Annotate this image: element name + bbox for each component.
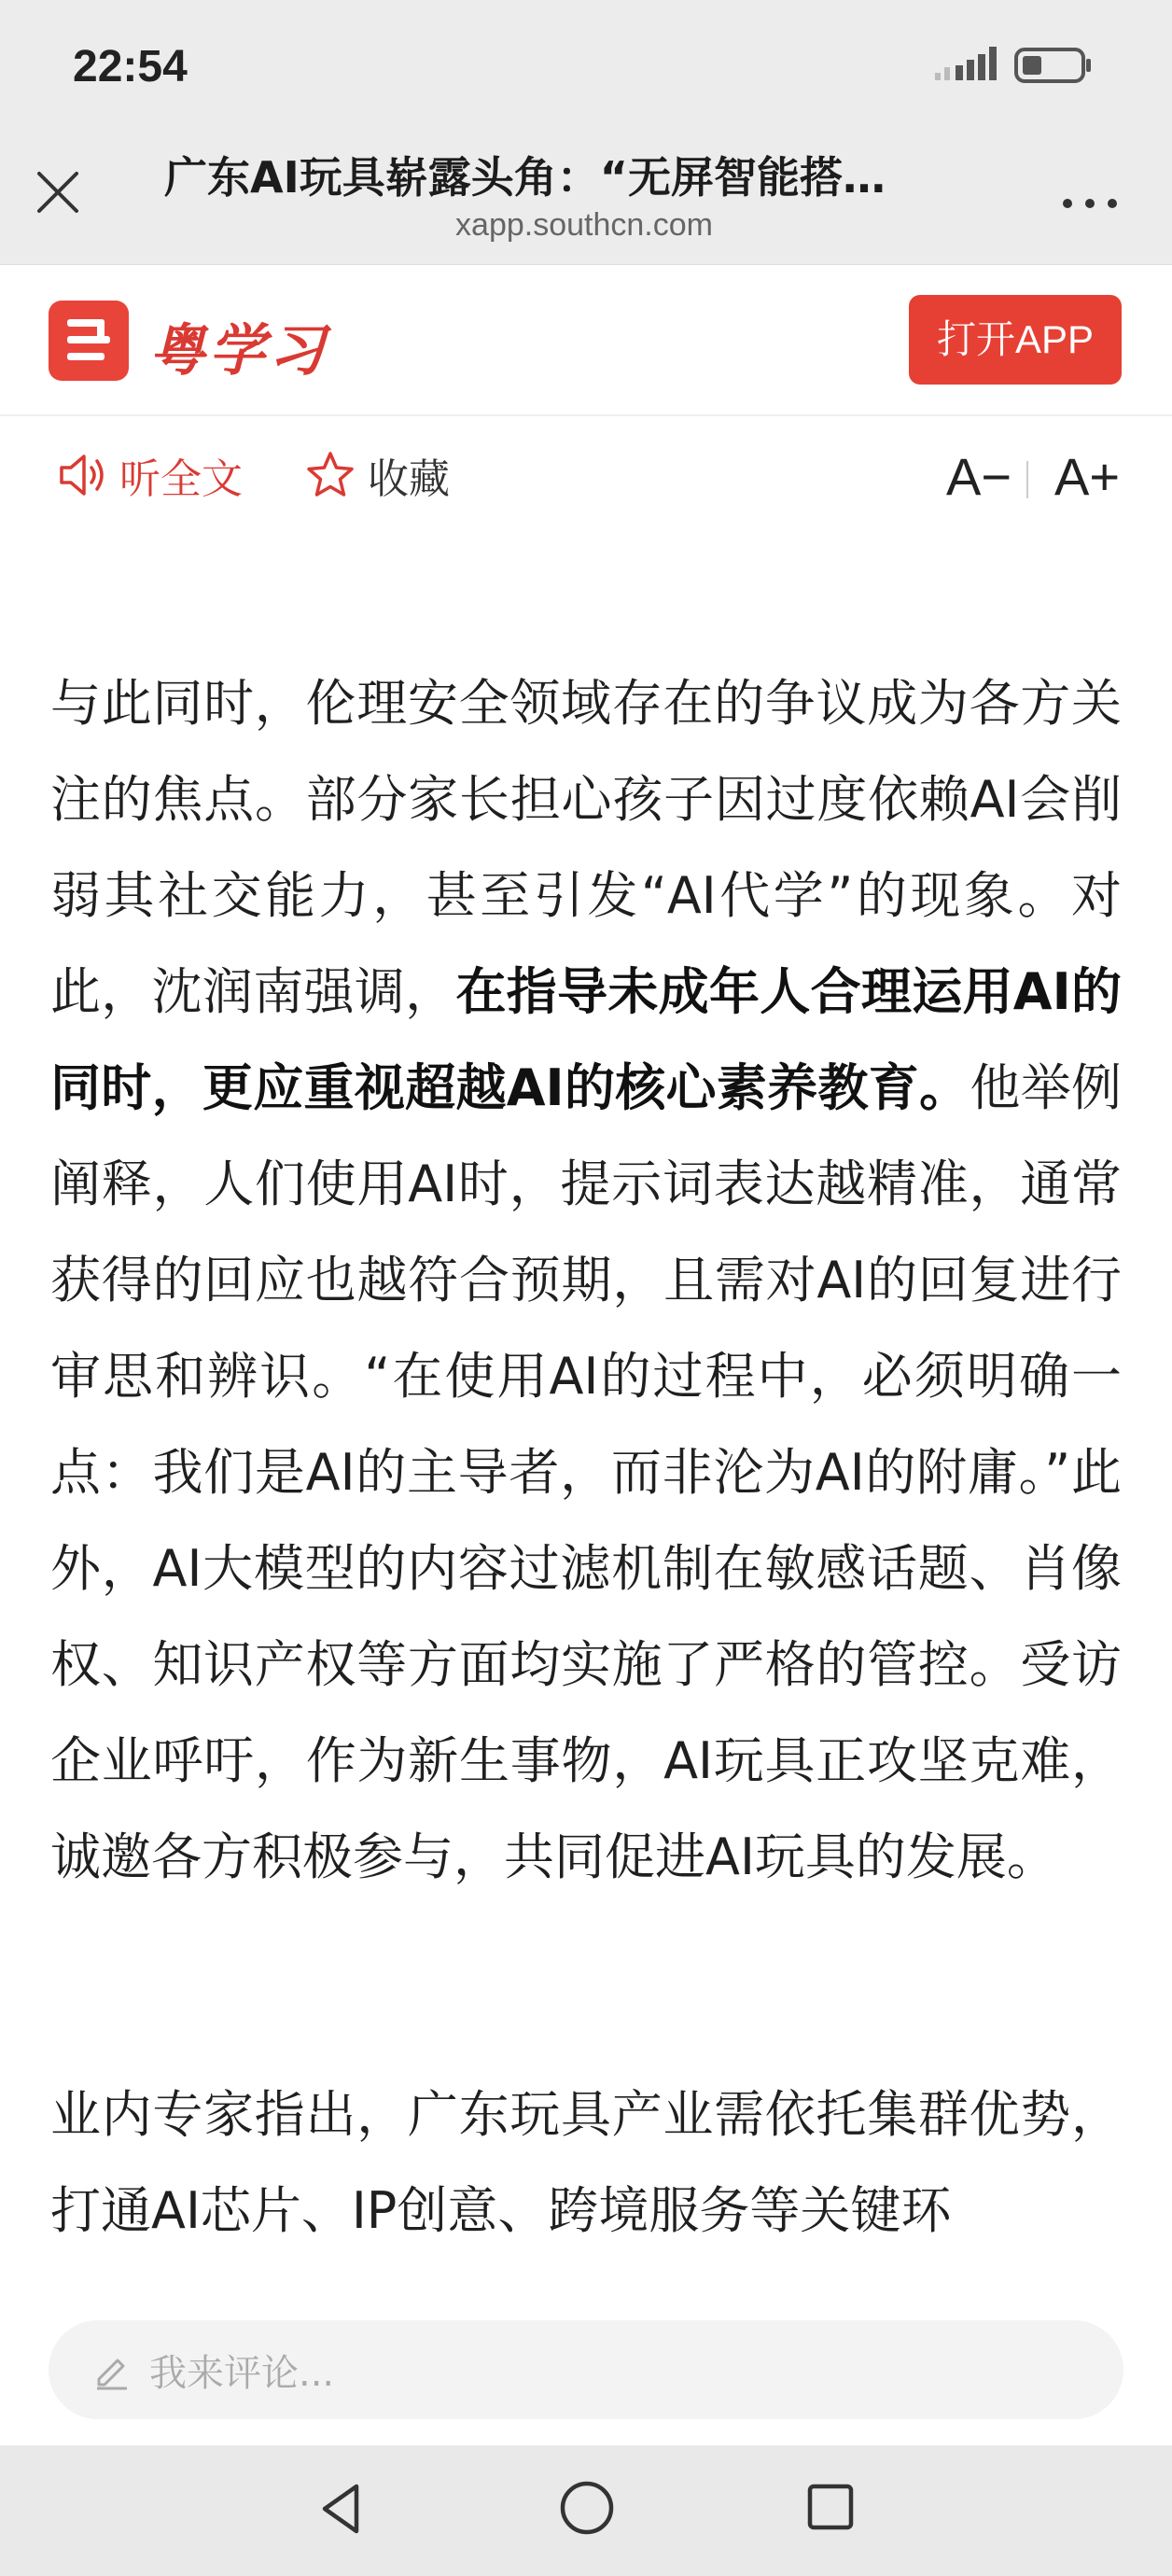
battery-icon	[1013, 47, 1094, 84]
more-options-icon[interactable]	[1056, 185, 1123, 222]
star-icon	[304, 450, 356, 500]
signal-icon	[933, 45, 1000, 84]
app-banner	[0, 265, 1172, 416]
app-logo-text: 粤学习	[149, 318, 328, 384]
browser-title-bar	[0, 138, 1172, 265]
home-icon[interactable]	[556, 2477, 618, 2539]
page-url: xapp.southcn.com	[455, 207, 713, 243]
system-nav-bar	[0, 2445, 1172, 2576]
comment-placeholder: 我来评论...	[149, 2351, 335, 2395]
article-body	[0, 539, 1172, 2320]
comment-input[interactable]	[49, 2320, 1123, 2419]
open-app-button[interactable]: 打开APP	[909, 295, 1122, 385]
font-increase-button[interactable]: A+	[1054, 447, 1121, 506]
paragraph-text: 与此同时，伦理安全领域存在的争议成为各方关注的焦点。部分家长担心孩子因过度依赖AI会削弱其社交能力，甚至引发“AI代学”的现象。对此，沈润南强调，	[50, 674, 1122, 1021]
status-bar	[0, 0, 1172, 138]
listen-label: 听全文	[119, 455, 243, 503]
speaker-icon	[56, 451, 108, 499]
pencil-icon	[91, 2349, 133, 2390]
font-size-divider	[1026, 461, 1028, 498]
app-logo-icon	[49, 301, 129, 381]
favorite-label: 收藏	[368, 455, 450, 503]
paragraph-text: 他举例阐释，人们使用AI时，提示词表达越精准，通常获得的回应也越符合预期，且需对AI的回复进行审思和辨识。“在使用AI的过程中，必须明确一点：我们是AI的主导者，而非沦为AI的附庸。”此外，AI大模型的内容过滤机制在敏感话题、肖像权、知识产权等方面均实施了严格的管控。受访企业呼吁，作为新生事物，AI玩具正攻坚克难，诚邀各方积极参与，共同促进AI玩具的发展。	[50, 1058, 1123, 1886]
recent-apps-icon[interactable]	[804, 2481, 857, 2533]
close-icon[interactable]	[32, 166, 84, 218]
back-icon[interactable]	[312, 2479, 371, 2539]
font-decrease-button[interactable]: A−	[946, 447, 1012, 506]
article-paragraph: 业内专家指出，广东玩具产业需依托集群优势，打通AI芯片、IP创意、跨境服务等关键环	[50, 2085, 1122, 2240]
status-time: 22:54	[73, 42, 188, 91]
page-title: 广东AI玩具崭露头角：“无屏智能搭…	[164, 152, 886, 203]
listen-button[interactable]	[56, 442, 243, 508]
article-paragraph	[50, 655, 1122, 1905]
article-paragraph-cut	[50, 539, 1122, 552]
favorite-button[interactable]	[304, 442, 450, 508]
article-toolbar	[0, 416, 1172, 539]
paragraph-bold-text: 在指导未成年人合理运用AI的同时，更应重视超越AI的核心素养教育。	[50, 962, 1123, 1117]
